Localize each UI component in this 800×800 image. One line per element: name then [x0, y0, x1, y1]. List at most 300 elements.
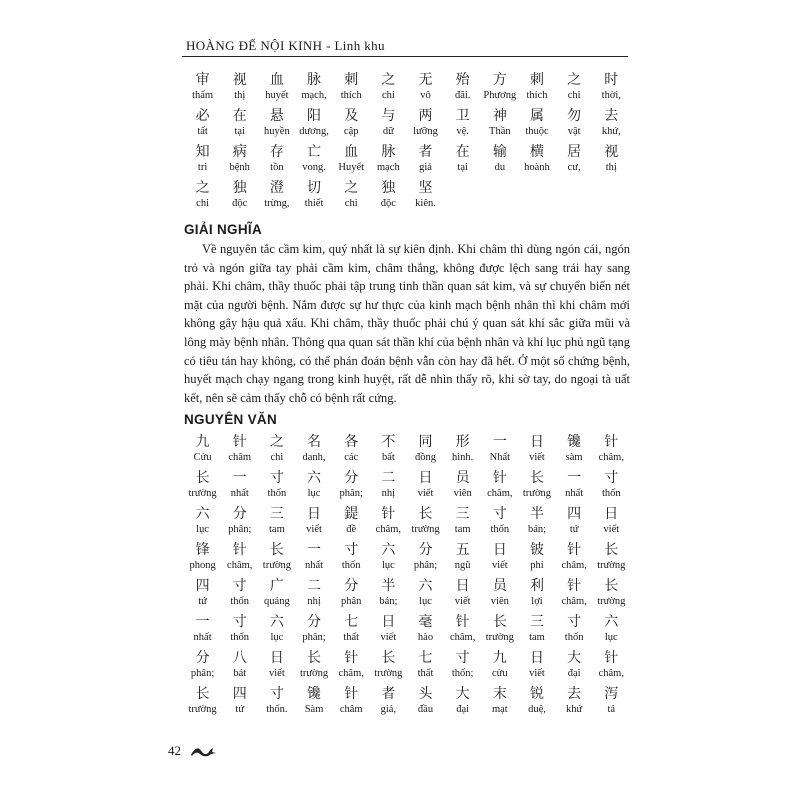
glossed-character	[556, 578, 593, 614]
glossed-character	[556, 686, 593, 722]
sino-vietnamese-reading: hình.	[452, 452, 474, 463]
glossed-character	[258, 72, 295, 108]
sino-vietnamese-reading: mạt	[491, 704, 508, 715]
sino-vietnamese-reading: viết	[380, 632, 397, 643]
chinese-character: 分	[307, 614, 322, 630]
chinese-character: 输	[492, 144, 507, 160]
chinese-character: 九	[492, 650, 507, 666]
glossed-character	[258, 506, 295, 542]
sino-vietnamese-reading: viết	[603, 524, 620, 535]
chinese-character: 镵	[307, 686, 322, 702]
chinese-character: 广	[269, 578, 284, 594]
glossed-character	[593, 108, 630, 144]
chinese-character: 悬	[269, 108, 284, 124]
glossed-character	[556, 434, 593, 470]
sino-vietnamese-reading: châm	[228, 452, 252, 463]
sino-vietnamese-reading: thị	[605, 162, 617, 173]
chinese-character: 独	[232, 180, 247, 196]
chinese-character: 长	[195, 686, 210, 702]
sino-vietnamese-reading: viết	[306, 524, 322, 535]
chinese-character: 勿	[567, 108, 582, 124]
chinese-character: 澄	[269, 180, 284, 196]
glossed-character	[333, 614, 370, 650]
sino-vietnamese-reading: trừng,	[264, 198, 290, 209]
chinese-character: 亡	[307, 144, 322, 160]
glossed-character	[221, 650, 258, 686]
chinese-character: 分	[344, 578, 359, 594]
chinese-character: 视	[604, 144, 619, 160]
glossed-character	[518, 542, 555, 578]
sino-vietnamese-reading: nhất	[193, 632, 212, 643]
sino-vietnamese-reading: tứ	[235, 704, 245, 715]
sino-vietnamese-reading: khứ,	[601, 126, 621, 137]
glossed-character	[221, 144, 258, 180]
chinese-character: 寸	[344, 542, 359, 558]
chinese-character: 针	[232, 542, 247, 558]
chinese-character: 针	[604, 650, 619, 666]
glossed-character	[444, 542, 481, 578]
chinese-character: 长	[269, 542, 284, 558]
glossed-character	[407, 470, 444, 506]
sino-vietnamese-reading: thốn;	[451, 668, 474, 679]
original-text-block-2	[184, 434, 630, 722]
glossed-character	[556, 506, 593, 542]
glossed-character	[556, 108, 593, 144]
sino-vietnamese-reading: bát	[233, 668, 247, 679]
glossed-character	[184, 542, 221, 578]
glossed-character	[407, 686, 444, 722]
sino-vietnamese-reading: nhất	[305, 560, 324, 571]
chinese-character: 刺	[529, 72, 544, 88]
sino-vietnamese-reading: thốn	[490, 524, 510, 535]
chinese-character: 长	[418, 506, 433, 522]
chinese-character: 在	[455, 144, 470, 160]
chinese-character: 日	[381, 614, 396, 630]
glossed-character	[184, 650, 221, 686]
chinese-character: 六	[604, 614, 619, 630]
sino-vietnamese-reading: viết	[529, 452, 545, 463]
glossed-character	[258, 434, 295, 470]
glossed-character	[518, 108, 555, 144]
glossed-character	[370, 542, 407, 578]
glossed-character	[444, 108, 481, 144]
chinese-character: 毫	[418, 614, 433, 630]
chinese-character: 刺	[344, 72, 359, 88]
header-rule	[182, 56, 628, 57]
glossed-character	[444, 144, 481, 180]
chinese-character: 半	[529, 506, 544, 522]
sino-vietnamese-reading: trường	[411, 524, 440, 535]
chinese-character: 七	[344, 614, 359, 630]
chinese-character: 头	[418, 686, 433, 702]
ornament-icon	[190, 744, 218, 758]
glossed-character	[184, 686, 221, 722]
sino-vietnamese-reading: phi	[530, 560, 544, 571]
glossed-character	[481, 614, 518, 650]
sino-vietnamese-reading: giả	[419, 162, 432, 173]
chinese-character: 必	[195, 108, 210, 124]
glossed-character	[184, 144, 221, 180]
chinese-character: 员	[455, 470, 470, 486]
sino-vietnamese-reading: du	[494, 162, 506, 173]
chinese-character: 审	[195, 72, 210, 88]
glossed-character	[333, 434, 370, 470]
sino-vietnamese-reading: viết	[454, 596, 471, 607]
chinese-character: 四	[567, 506, 582, 522]
glossed-character	[407, 180, 444, 216]
sino-vietnamese-reading: trường	[597, 560, 626, 571]
chinese-character: 坚	[418, 180, 433, 196]
chinese-character: 在	[232, 108, 247, 124]
sino-vietnamese-reading: trường	[485, 632, 514, 643]
glossed-character	[407, 108, 444, 144]
chinese-character: 知	[195, 144, 210, 160]
chinese-character: 之	[381, 72, 396, 88]
sino-vietnamese-reading: vật	[567, 126, 581, 137]
glossed-character	[593, 144, 630, 180]
chinese-character: 两	[418, 108, 433, 124]
glossed-character	[593, 578, 630, 614]
glossed-character	[444, 434, 481, 470]
sino-vietnamese-reading: nhất	[230, 488, 249, 499]
glossed-character	[258, 614, 295, 650]
chinese-character: 时	[604, 72, 619, 88]
sino-vietnamese-reading: thất	[343, 632, 360, 643]
glossed-character	[184, 470, 221, 506]
chinese-character: 各	[344, 434, 359, 450]
chinese-character: 分	[418, 542, 433, 558]
glossed-character	[518, 578, 555, 614]
chinese-character: 与	[381, 108, 396, 124]
chinese-character: 九	[195, 434, 210, 450]
sino-vietnamese-reading: mạch,	[301, 90, 327, 101]
chinese-character: 形	[455, 434, 470, 450]
chinese-character: 血	[344, 144, 359, 160]
chinese-character: 长	[604, 542, 619, 558]
glossed-character	[258, 180, 295, 216]
sino-vietnamese-reading: chi	[196, 198, 209, 209]
glossed-character	[481, 650, 518, 686]
glossed-character	[370, 72, 407, 108]
glossed-character	[444, 506, 481, 542]
glossed-character	[333, 72, 370, 108]
sino-vietnamese-reading: trường	[262, 560, 291, 571]
chinese-character: 日	[529, 650, 544, 666]
glossed-character	[184, 506, 221, 542]
chinese-character: 针	[344, 686, 359, 702]
sino-vietnamese-reading: lợi	[531, 596, 543, 607]
sino-vietnamese-reading: bán;	[379, 596, 398, 607]
chinese-character: 一	[567, 470, 582, 486]
chinese-character: 五	[455, 542, 470, 558]
glossed-character	[258, 686, 295, 722]
chinese-character: 针	[344, 650, 359, 666]
glossed-character	[593, 506, 630, 542]
sino-vietnamese-reading: huyết	[265, 90, 289, 101]
sino-vietnamese-reading: cập	[343, 126, 359, 137]
chinese-character: 六	[269, 614, 284, 630]
sino-vietnamese-reading: phân;	[413, 560, 438, 571]
chinese-character: 一	[232, 470, 247, 486]
glossed-character	[444, 686, 481, 722]
sino-vietnamese-reading: viết	[491, 560, 508, 571]
sino-vietnamese-reading: châm,	[227, 560, 253, 571]
sino-vietnamese-reading: chi	[567, 90, 581, 101]
glossed-character	[295, 108, 332, 144]
sino-vietnamese-reading: thích	[526, 90, 548, 101]
sino-vietnamese-reading: phân;	[302, 632, 326, 643]
glossed-character	[184, 108, 221, 144]
sino-vietnamese-reading: đầu	[417, 704, 434, 715]
glossed-character	[184, 180, 221, 216]
chinese-character: 方	[492, 72, 507, 88]
sino-vietnamese-reading: dữ	[382, 126, 394, 137]
glossed-character	[481, 470, 518, 506]
chinese-character: 者	[418, 144, 433, 160]
sino-vietnamese-reading: lục	[419, 596, 432, 607]
glossed-character	[221, 614, 258, 650]
sino-vietnamese-reading: thị	[234, 90, 246, 101]
chinese-character: 日	[455, 578, 470, 594]
chinese-character: 寸	[567, 614, 582, 630]
chinese-character: 针	[455, 614, 470, 630]
section-heading-giai-nghia: GIẢI NGHĨA	[184, 222, 263, 237]
sino-vietnamese-reading: thời,	[601, 90, 621, 101]
glossed-character	[444, 578, 481, 614]
chinese-character: 镵	[567, 434, 582, 450]
glossed-character	[481, 686, 518, 722]
sino-vietnamese-reading: Cửu	[193, 452, 212, 463]
glossed-character	[593, 650, 630, 686]
chinese-character: 寸	[492, 506, 507, 522]
sino-vietnamese-reading: tất	[197, 126, 208, 137]
sino-vietnamese-reading: thốn	[267, 488, 287, 499]
sino-vietnamese-reading: thuộc	[525, 126, 549, 137]
sino-vietnamese-reading: trường	[299, 668, 329, 679]
sino-vietnamese-reading: châm,	[338, 668, 364, 679]
sino-vietnamese-reading: phân;	[228, 524, 252, 535]
glossed-character	[333, 180, 370, 216]
glossed-character	[518, 72, 555, 108]
chinese-character: 之	[269, 434, 284, 450]
glossed-character	[295, 614, 332, 650]
chinese-character: 末	[492, 686, 507, 702]
glossed-character	[295, 434, 332, 470]
sino-vietnamese-reading: thất	[417, 668, 434, 679]
sino-vietnamese-reading: đại	[567, 668, 581, 679]
sino-vietnamese-reading: nhị	[381, 488, 396, 499]
sino-vietnamese-reading: Thần	[489, 126, 511, 137]
chinese-character: 三	[455, 506, 470, 522]
sino-vietnamese-reading: vệ.	[456, 126, 469, 137]
glossed-character	[556, 614, 593, 650]
chinese-character: 日	[269, 650, 284, 666]
glossed-character	[221, 72, 258, 108]
sino-vietnamese-reading: thốn.	[266, 704, 288, 715]
sino-vietnamese-reading: dương,	[299, 126, 329, 137]
glossed-character	[333, 144, 370, 180]
sino-vietnamese-reading: Huyết	[338, 162, 365, 173]
sino-vietnamese-reading: đại	[456, 704, 470, 715]
glossed-character	[184, 434, 221, 470]
sino-vietnamese-reading: tam	[269, 524, 285, 535]
sino-vietnamese-reading: cư,	[567, 162, 581, 173]
glossed-character	[518, 470, 555, 506]
chinese-character: 长	[195, 470, 210, 486]
sino-vietnamese-reading: phân	[340, 596, 362, 607]
chinese-character: 四	[232, 686, 247, 702]
glossed-character	[481, 578, 518, 614]
chinese-character: 一	[195, 614, 210, 630]
chinese-character: 寸	[232, 614, 247, 630]
original-text-block-1	[184, 72, 630, 216]
glossed-character	[593, 434, 630, 470]
sino-vietnamese-reading: lục	[604, 632, 618, 643]
chinese-character: 针	[604, 434, 619, 450]
glossed-character	[407, 614, 444, 650]
sino-vietnamese-reading: châm,	[561, 596, 587, 607]
glossed-character	[258, 650, 295, 686]
chinese-character: 日	[307, 506, 322, 522]
glossed-character	[593, 72, 630, 108]
glossed-character	[407, 72, 444, 108]
sino-vietnamese-reading: bệnh	[229, 162, 250, 173]
glossed-character	[370, 650, 407, 686]
sino-vietnamese-reading: thẩm	[192, 90, 214, 101]
chinese-character: 无	[418, 72, 433, 88]
sino-vietnamese-reading: viên	[453, 488, 472, 499]
chinese-character: 针	[232, 434, 247, 450]
chinese-character: 长	[529, 470, 544, 486]
chinese-character: 六	[418, 578, 433, 594]
chinese-character: 六	[195, 506, 210, 522]
chinese-character: 半	[381, 578, 396, 594]
chinese-character: 泻	[604, 686, 619, 702]
chinese-character: 针	[381, 506, 396, 522]
glossed-character	[407, 578, 444, 614]
sino-vietnamese-reading: viết	[269, 668, 285, 679]
glossed-character	[295, 686, 332, 722]
sino-vietnamese-reading: lưỡng	[413, 126, 438, 137]
sino-vietnamese-reading: vong.	[302, 162, 326, 173]
sino-vietnamese-reading: sàm	[565, 452, 583, 463]
sino-vietnamese-reading: phân;	[190, 668, 215, 679]
sino-vietnamese-reading: đề	[346, 524, 357, 535]
sino-vietnamese-reading: thốn	[230, 596, 250, 607]
sino-vietnamese-reading: trường	[522, 488, 552, 499]
chinese-character: 寸	[269, 470, 284, 486]
glossed-character	[333, 578, 370, 614]
chinese-character: 属	[529, 108, 544, 124]
sino-vietnamese-reading: châm,	[561, 560, 587, 571]
glossed-character	[370, 144, 407, 180]
sino-vietnamese-reading: đãi.	[454, 90, 471, 101]
glossed-character	[333, 542, 370, 578]
glossed-character	[518, 614, 555, 650]
sino-vietnamese-reading: bán;	[527, 524, 547, 535]
glossed-character	[444, 470, 481, 506]
sino-vietnamese-reading: thốn	[230, 632, 250, 643]
sino-vietnamese-reading: mạch	[376, 162, 400, 173]
chinese-character: 切	[307, 180, 322, 196]
chinese-character: 日	[492, 542, 507, 558]
chinese-character: 针	[492, 470, 507, 486]
chinese-character: 寸	[269, 686, 284, 702]
glossed-character	[295, 180, 332, 216]
glossed-character	[184, 614, 221, 650]
section-heading-nguyen-van: NGUYÊN VĂN	[184, 412, 278, 427]
sino-vietnamese-reading: vô	[420, 90, 431, 101]
glossed-character	[481, 434, 518, 470]
chinese-character: 脉	[307, 72, 322, 88]
sino-vietnamese-reading: Nhất	[489, 452, 511, 463]
glossed-character	[481, 144, 518, 180]
chinese-character: 利	[529, 578, 544, 594]
chinese-character: 二	[307, 578, 322, 594]
glossed-character	[593, 686, 630, 722]
chinese-character: 视	[232, 72, 247, 88]
chinese-character: 日	[418, 470, 433, 486]
chinese-character: 神	[492, 108, 507, 124]
sino-vietnamese-reading: thốn	[341, 560, 361, 571]
running-header: HOÀNG ĐẾ NỘI KINH - Linh khu	[186, 38, 385, 53]
chinese-character: 七	[418, 650, 433, 666]
glossed-character	[333, 108, 370, 144]
sino-vietnamese-reading: trường	[188, 704, 217, 715]
glossed-character	[370, 180, 407, 216]
chinese-character: 大	[567, 650, 582, 666]
sino-vietnamese-reading: duệ,	[528, 704, 546, 715]
glossed-character	[556, 650, 593, 686]
glossed-character	[333, 650, 370, 686]
sino-vietnamese-reading: châm,	[449, 632, 476, 643]
chinese-character: 分	[232, 506, 247, 522]
chinese-character: 去	[604, 108, 619, 124]
chinese-character: 八	[232, 650, 247, 666]
chinese-character: 六	[307, 470, 322, 486]
sino-vietnamese-reading: phân;	[339, 488, 363, 499]
glossed-character	[184, 578, 221, 614]
glossed-character	[444, 614, 481, 650]
sino-vietnamese-reading: hoành	[524, 162, 550, 173]
chinese-character: 大	[455, 686, 470, 702]
chinese-character: 病	[232, 144, 247, 160]
page-number: 42	[168, 743, 181, 758]
sino-vietnamese-reading: tri	[197, 162, 208, 173]
chinese-character: 寸	[604, 470, 619, 486]
chinese-character: 锐	[529, 686, 544, 702]
glossed-character	[295, 470, 332, 506]
sino-vietnamese-reading: lục	[381, 560, 395, 571]
chinese-character: 殆	[455, 72, 470, 88]
sino-vietnamese-reading: viết	[529, 668, 545, 679]
sino-vietnamese-reading: châm,	[375, 524, 402, 535]
glossed-character	[370, 614, 407, 650]
sino-vietnamese-reading: viết	[417, 488, 434, 499]
chinese-character: 长	[492, 614, 507, 630]
sino-vietnamese-reading: tứ	[198, 596, 207, 607]
glossed-character	[444, 72, 481, 108]
sino-vietnamese-reading: phong	[189, 560, 216, 571]
glossed-character	[258, 144, 295, 180]
sino-vietnamese-reading: danh,	[302, 452, 326, 463]
chinese-character: 鍉	[344, 506, 359, 522]
sino-vietnamese-reading: hào	[417, 632, 434, 643]
chinese-character: 名	[307, 434, 322, 450]
chinese-character: 员	[492, 578, 507, 594]
glossed-character	[295, 72, 332, 108]
sino-vietnamese-reading: độc	[232, 198, 248, 209]
